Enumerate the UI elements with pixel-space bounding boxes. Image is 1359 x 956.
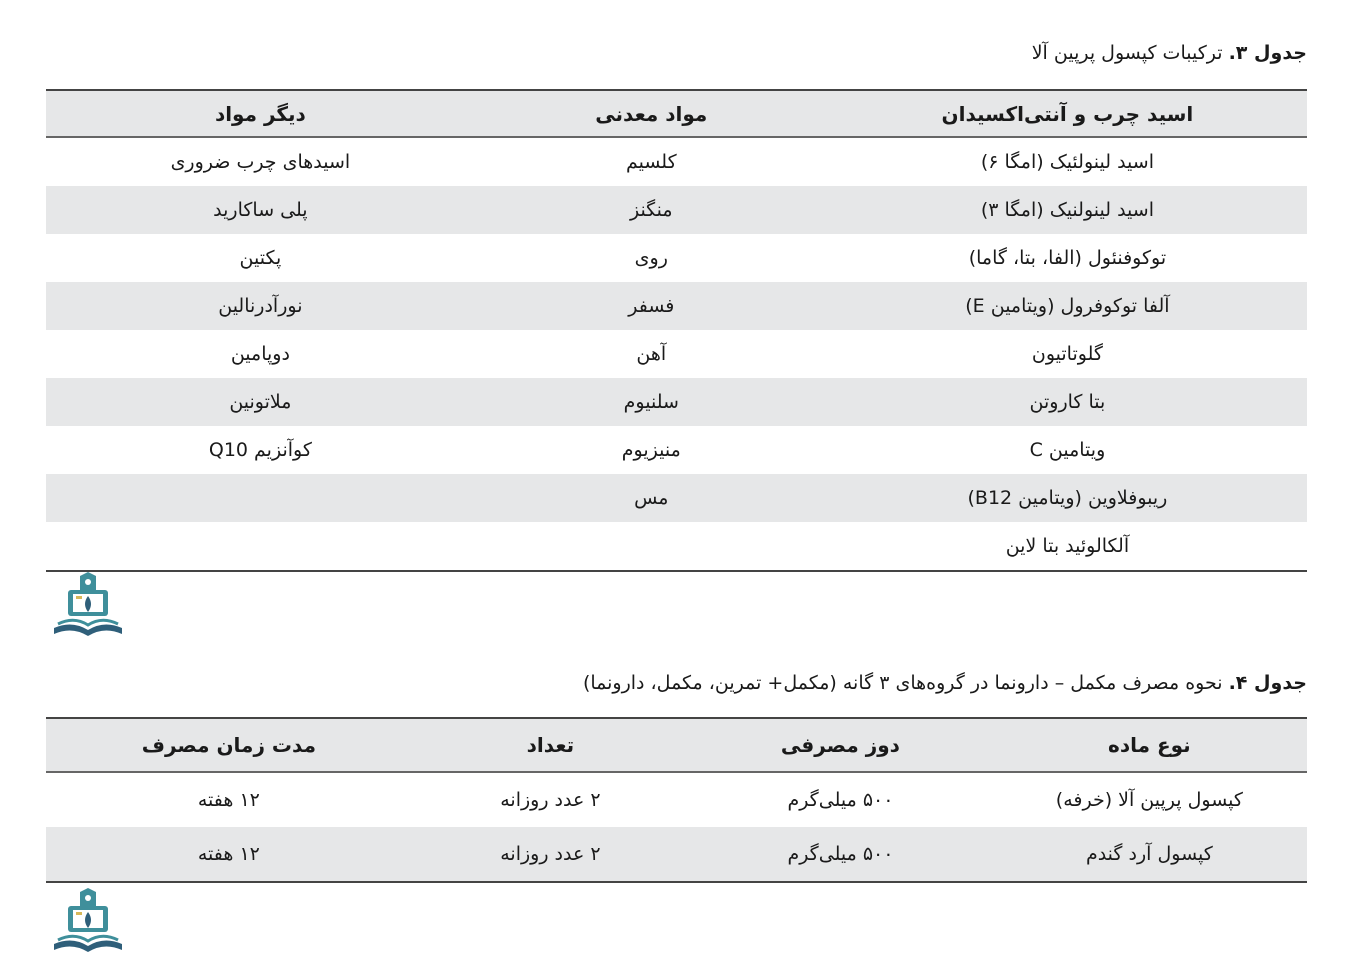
table-3 [46,89,1307,572]
table-cell [46,522,475,571]
column-header: دوز مصرفی [689,718,992,772]
column-header: نوع ماده [992,718,1307,772]
table-cell: کپسول پرپین آلا (خرفه) [1055,789,1243,811]
table-cell: اسید لینولنیک (امگا ۳) [828,186,1307,234]
table-4-caption-text: نحوه مصرف مکمل – دارونما در گروه‌های ۳ گانه (مکمل+ تمرین، مکمل، دارونما) [582,672,1223,694]
table-row [46,137,1307,186]
table-3-caption [1032,42,1307,64]
table-cell: ۵۰۰ میلی‌گرم [689,827,992,882]
table-row [46,330,1307,378]
table-cell: فسفر [475,282,828,330]
table-cell: اسید لینولئیک (امگا ۶) [980,151,1154,173]
table-cell: ویتامین C [1029,439,1106,461]
table-cell: منیزیوم [621,439,681,461]
table-cell: پلی ساکارید [46,186,475,234]
table-row [46,474,1307,522]
table-cell: ۱۲ هفته [197,789,260,811]
column-header: تعداد [412,718,689,772]
table-3-header-row [46,90,1307,137]
column-header: دیگر مواد [46,90,475,137]
table-4 [46,717,1307,883]
table-cell: منگنز [475,186,828,234]
table-cell: کپسول آرد گندم [992,827,1307,882]
table-cell: کوآنزیم Q10 [208,439,312,461]
table-row [46,378,1307,426]
table-3-caption-text: ترکیبات کپسول پرپین آلا [1031,42,1223,64]
table-cell [475,522,828,571]
table-cell: ریبوفلاوین (ویتامین B12) [828,474,1307,522]
table-cell: آلکالوئید بتا لاین [828,522,1307,571]
journal-logo-icon [46,572,130,640]
table-cell: سلنیوم [475,378,828,426]
table-row [46,282,1307,330]
table-4-caption-label: جدول ۴. [1228,672,1307,694]
column-header: مواد معدنی [475,90,828,137]
table-4-caption [583,672,1307,694]
table-cell [46,474,475,522]
table-3-caption-label: جدول ۳. [1228,42,1307,64]
table-cell: ۲ عدد روزانه [500,789,601,811]
table-cell: کلسیم [625,151,677,173]
table-cell: ۱۲ هفته [46,827,412,882]
table-cell: ملاتونین [46,378,475,426]
table-row [46,186,1307,234]
table-cell: توکوفنئول (الفا، بتا، گاما) [968,247,1167,269]
table-cell: روی [634,247,668,269]
table-row [46,234,1307,282]
table-row [46,426,1307,474]
table-row [46,522,1307,571]
table-cell: بتا کاروتن [828,378,1307,426]
table-row [46,827,1307,882]
column-header: اسید چرب و آنتی‌اکسیدان [828,90,1307,137]
table-row [46,772,1307,827]
table-cell: پکتین [239,247,282,269]
journal-logo-icon [46,888,130,956]
column-header: مدت زمان مصرف [46,718,412,772]
table-cell: اسیدهای چرب ضروری [170,151,351,173]
table-cell: آهن [636,343,667,365]
table-cell: ۲ عدد روزانه [412,827,689,882]
table-cell: ۵۰۰ میلی‌گرم [787,789,894,811]
table-cell: نورآدرنالین [46,282,475,330]
table-cell: دوپامین [230,343,290,365]
table-cell: گلوتاتیون [1031,343,1103,365]
table-cell: آلفا توکوفرول (ویتامین E) [828,282,1307,330]
table-cell: مس [475,474,828,522]
table-4-header-row [46,718,1307,772]
